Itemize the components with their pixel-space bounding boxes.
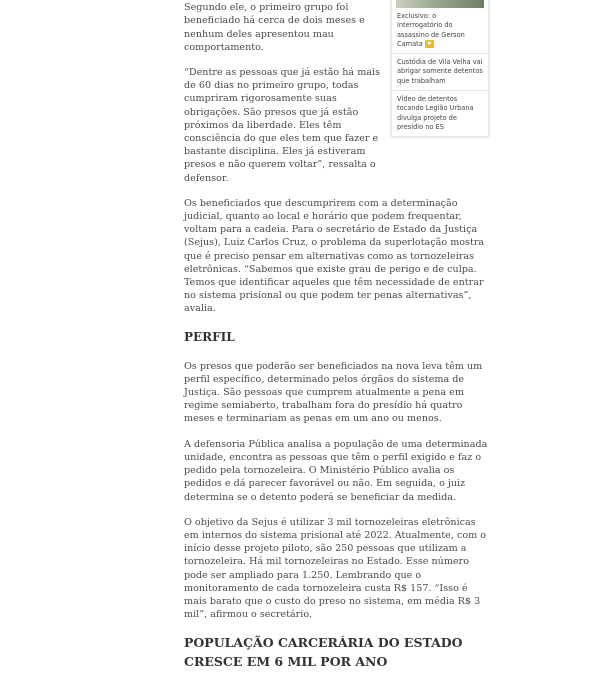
paragraph-top: Segundo ele, o primeiro grupo foi beneficiado há cerca de dois meses e nenhum deles apresentou mau comportamento. — [184, 2, 365, 53]
related-item-1-label[interactable]: Exclusivo: o interrogatório do assassino de Gerson Camata — [397, 12, 465, 48]
related-item-3-label[interactable]: Vídeo de detentos tocando Legião Urbana divulga projeto de presídio no ES — [397, 95, 474, 131]
video-icon — [425, 40, 434, 48]
paragraph-5: A defensoria Pública analisa a população de uma determinada unidade, encontra as pessoas que têm o perfil exigido e faz o pedido pela tornozeleira. O Ministério Público avalia os pedidos e dá parecer favorável ou não. Em seguida, o juiz determina se o detento poderá se beneficiar da medida. — [184, 438, 488, 503]
paragraph-3: Os beneficiados que descumprirem com a determinação judicial, quanto ao local e horário que podem frequentar, voltam para a cadeia. Para o secretário de Estado da Justiça (Sejus), Luiz Carlos Cruz, o problema da superlotação mostra que é preciso pensar em alternativas como as tornozeleiras eletrônicas. “Sabemos que existe grau de perigo e de culpa. Temos que identificar aqueles que têm necessidade de entrar no sistema prisional ou que podem ter penas alternativas”, avalia. — [184, 197, 485, 315]
related-item-2-label[interactable]: Custódia de Vila Velha vai abrigar somente detentos que trabalham — [397, 58, 483, 85]
related-news-box — [391, 0, 489, 137]
related-item-2[interactable] — [392, 54, 488, 91]
paragraph-4: Os presos que poderão ser beneficiados na nova leva têm um perfil específico, determinado pelos órgãos do sistema de Justiça. São pessoas que cumprem atualmente a pena em regime semiaberto, trabalham fora do presídio há quatro meses e terminariam as penas em um ano ou menos. — [184, 360, 483, 425]
paragraph-6: O objetivo da Sejus é utilizar 3 mil tornozeleiras eletrônicas em internos do sistema prisional até 2022. Atualmente, com o início desse projeto piloto, são 250 pessoas que utilizam a tornozeleira. Há mil tornozeleiras no Estado. Esse número pode ser ampliado para 1.250. Lembrando que o monitoramento de cada tornozeleira custa R$ 157. “Isso é mais barato que o custo do preso no sistema, em média R$ 3 mil”, afirmou o secretário. — [184, 516, 487, 621]
heading-perfil: PERFIL — [184, 329, 235, 344]
heading-populacao: POPULAÇÃO CARCERÁRIA DO ESTADO CRESCE EM 6 MIL POR ANO — [184, 635, 463, 670]
related-item-1[interactable] — [392, 8, 488, 54]
paragraph-quote: “Dentre as pessoas que já estão há mais de 60 dias no primeiro grupo, todas cumpriram rigorosamente suas obrigações. São presos que já estão próximos da liberdade. Eles têm consciência do que eles tem que fazer e bastante disciplina. Eles já estiveram presos e não querem voltar”, ressalta o defensor. — [184, 67, 380, 184]
related-thumbnail[interactable] — [396, 0, 484, 8]
related-item-3[interactable] — [392, 91, 488, 136]
